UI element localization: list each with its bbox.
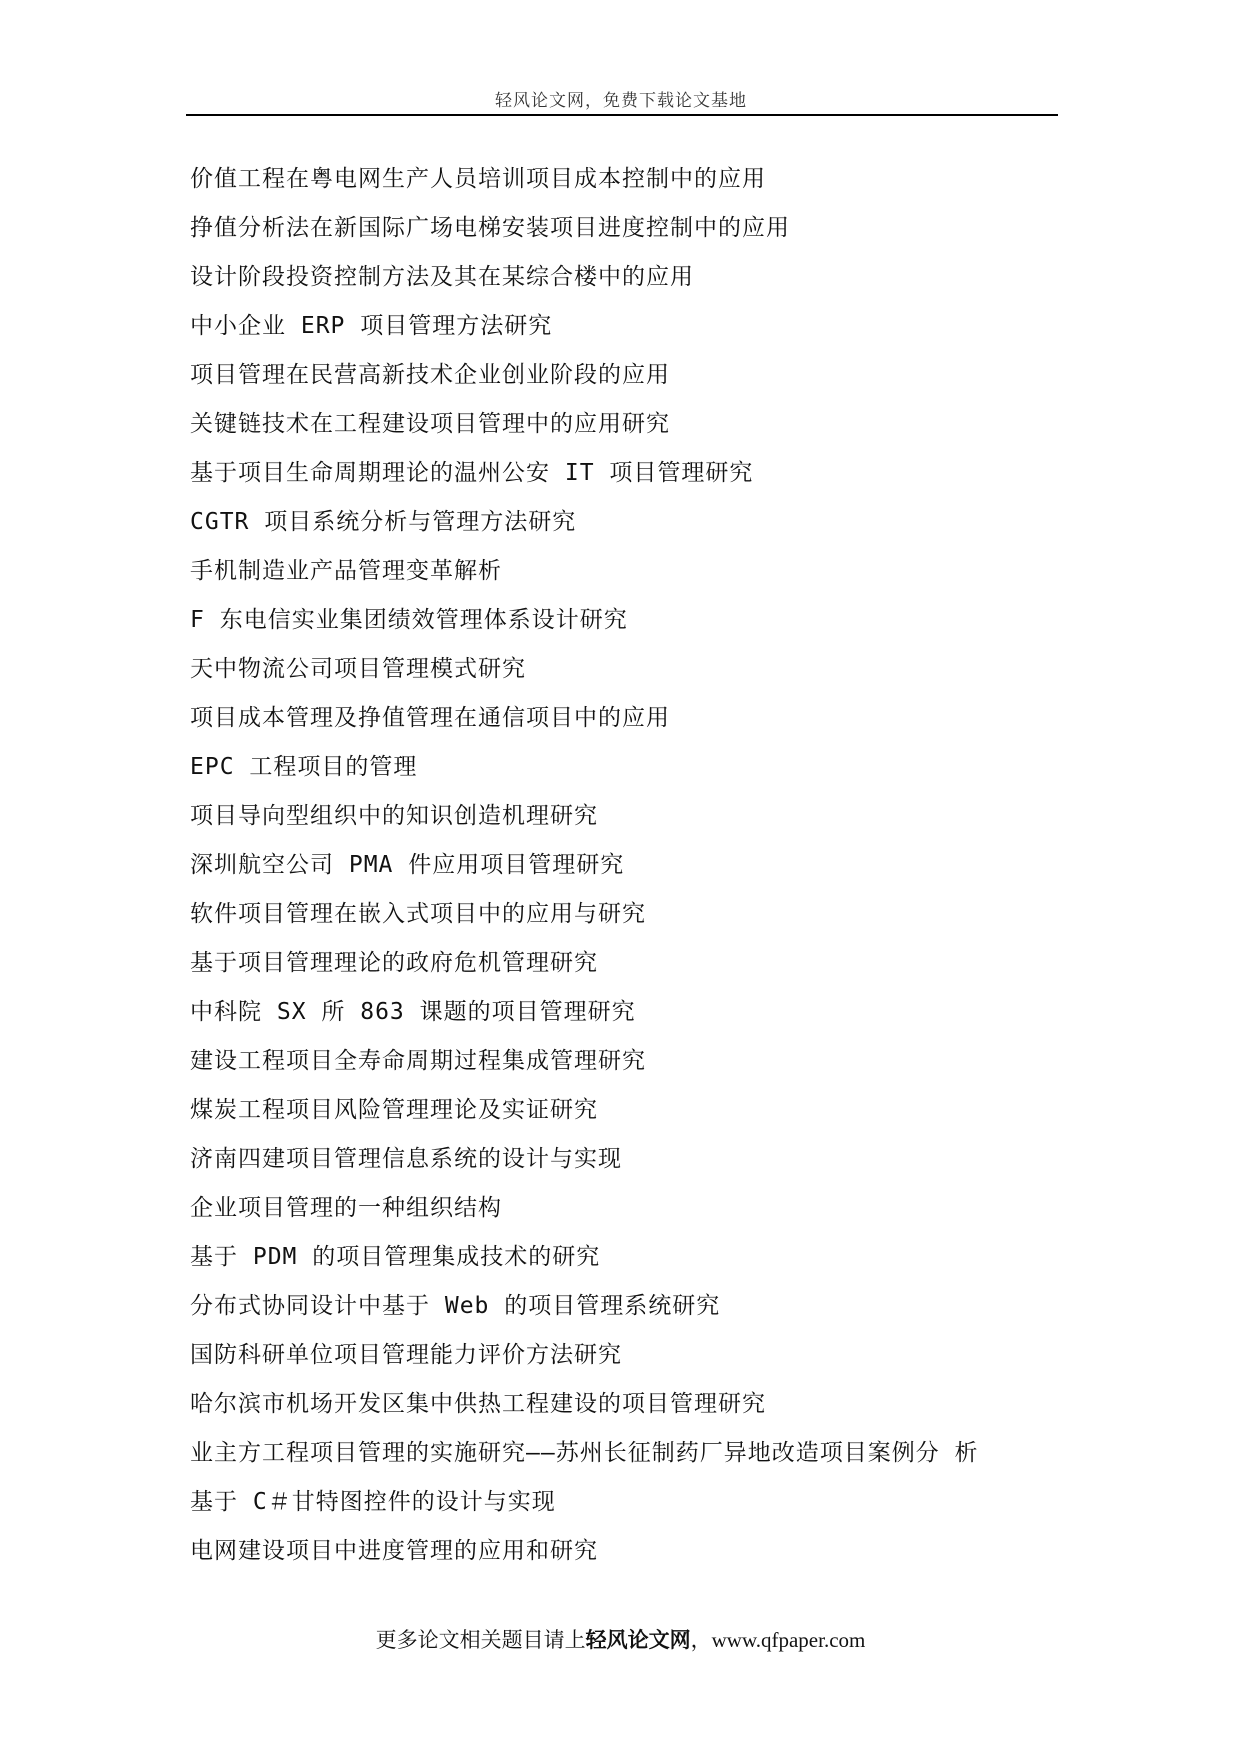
thesis-title: 挣值分析法在新国际广场电梯安装项目进度控制中的应用 [190, 215, 790, 241]
thesis-title: 基于项目管理理论的政府危机管理研究 [190, 950, 598, 976]
thesis-title: 设计阶段投资控制方法及其在某综合楼中的应用 [190, 264, 694, 290]
thesis-title: 项目成本管理及挣值管理在通信项目中的应用 [190, 705, 670, 731]
thesis-title: 哈尔滨市机场开发区集中供热工程建设的项目管理研究 [190, 1391, 766, 1417]
footer-separator: ， [690, 1628, 712, 1652]
thesis-title: 基于 C＃甘特图控件的设计与实现 [190, 1489, 556, 1515]
thesis-title: 基于 PDM 的项目管理集成技术的研究 [190, 1244, 601, 1270]
thesis-title: 企业项目管理的一种组织结构 [190, 1195, 502, 1221]
thesis-title: 基于项目生命周期理论的温州公安 IT 项目管理研究 [190, 460, 754, 486]
footer-prefix: 更多论文相关题目请上 [375, 1628, 586, 1652]
thesis-title: 分布式协同设计中基于 Web 的项目管理系统研究 [190, 1293, 721, 1319]
footer-site-url[interactable]: www.qfpaper.com [711, 1628, 866, 1652]
thesis-title: 电网建设项目中进度管理的应用和研究 [190, 1538, 598, 1564]
thesis-title: 价值工程在粤电网生产人员培训项目成本控制中的应用 [190, 166, 766, 192]
thesis-title: 项目导向型组织中的知识创造机理研究 [190, 803, 598, 829]
thesis-title: 业主方工程项目管理的实施研究——苏州长征制药厂异地改造项目案例分 析 [190, 1440, 979, 1466]
thesis-title: 煤炭工程项目风险管理理论及实证研究 [190, 1097, 598, 1123]
footer-site-name: 轻风论文网 [585, 1627, 691, 1652]
page-header-text: 轻风论文网，免费下载论文基地 [495, 91, 747, 111]
thesis-title: EPC 工程项目的管理 [190, 754, 418, 780]
thesis-title: 中小企业 ERP 项目管理方法研究 [190, 313, 553, 339]
thesis-title: F 东电信实业集团绩效管理体系设计研究 [190, 607, 628, 633]
thesis-title: 天中物流公司项目管理模式研究 [190, 656, 526, 682]
thesis-title: 建设工程项目全寿命周期过程集成管理研究 [190, 1048, 646, 1074]
thesis-title: 软件项目管理在嵌入式项目中的应用与研究 [190, 901, 646, 927]
page-footer [0, 1624, 1241, 1654]
thesis-title-list [190, 155, 1070, 1576]
thesis-title: 项目管理在民营高新技术企业创业阶段的应用 [190, 362, 670, 388]
thesis-title: 手机制造业产品管理变革解析 [190, 558, 502, 584]
thesis-title: 济南四建项目管理信息系统的设计与实现 [190, 1146, 622, 1172]
thesis-title: CGTR 项目系统分析与管理方法研究 [190, 509, 577, 535]
thesis-title: 中科院 SX 所 863 课题的项目管理研究 [190, 999, 636, 1025]
thesis-title: 深圳航空公司 PMA 件应用项目管理研究 [190, 852, 625, 878]
header-divider [186, 114, 1058, 116]
thesis-title: 国防科研单位项目管理能力评价方法研究 [190, 1342, 622, 1368]
thesis-title: 关键链技术在工程建设项目管理中的应用研究 [190, 411, 670, 437]
